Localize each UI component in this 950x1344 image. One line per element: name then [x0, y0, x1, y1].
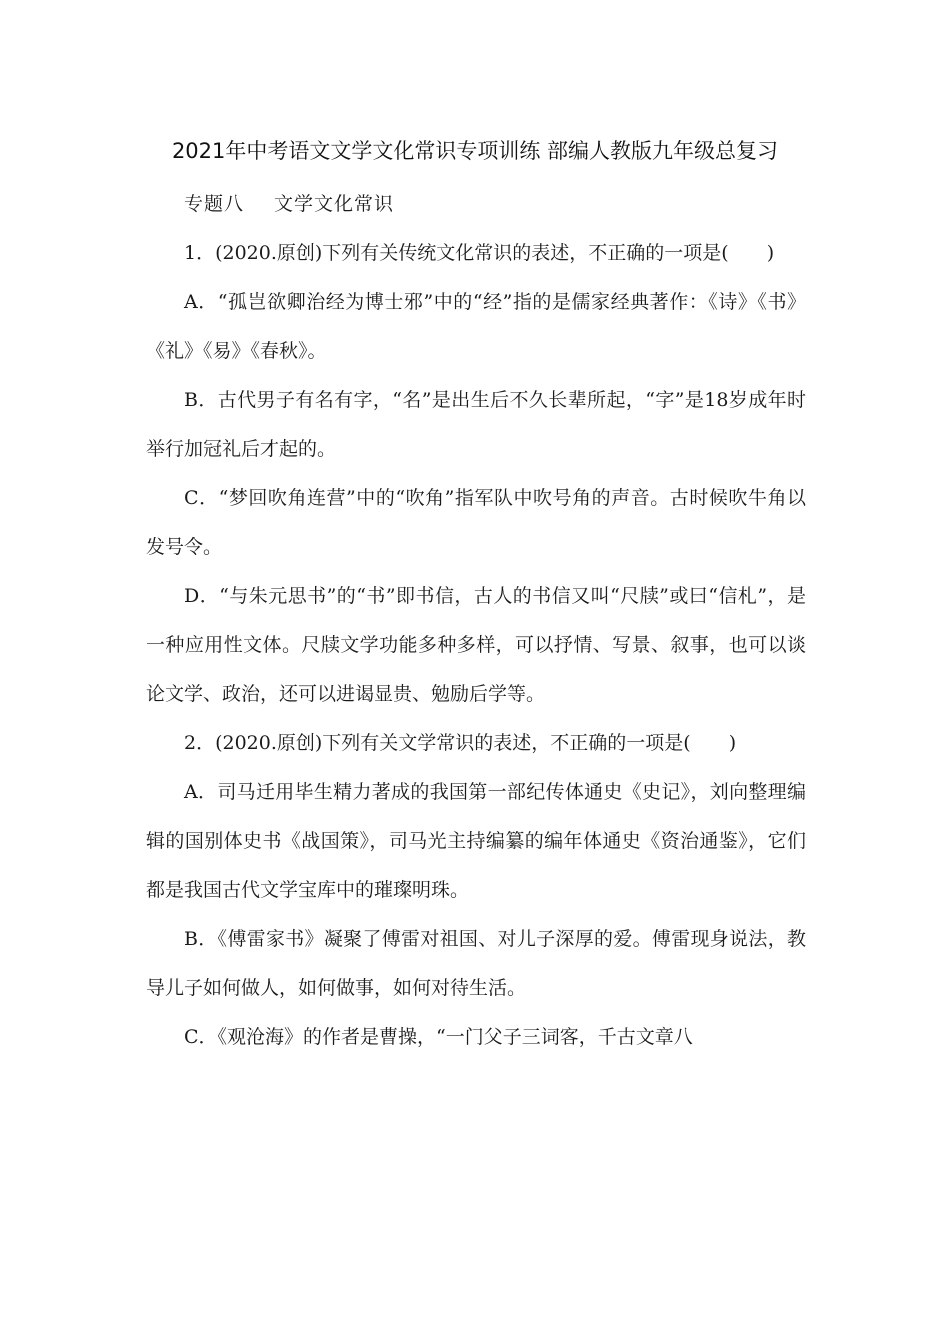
document-title: 2021年中考语文文学文化常识专项训练 部编人教版九年级总复习: [171, 139, 779, 163]
section-name: 文学文化常识: [274, 193, 395, 215]
question-1-option-c: C．“梦回吹角连营”中的“吹角”指军队中吹号角的声音。古时候吹牛角以发号令。: [146, 487, 806, 558]
section-label: 专题八: [184, 193, 245, 215]
section-heading: [146, 180, 806, 229]
question-1-option-d: D．“与朱元思书”的“书”即书信，古人的书信又叫“尺牍”或曰“信札”，是一种应用性文体。尺牍文学功能多种多样，可以抒情、写景、叙事，也可以谈论文学、政治，还可以进谒显贵、勉励后学等。: [146, 585, 806, 705]
question-1-option-b: B．古代男子有名有字，“名”是出生后不久长辈所起，“字”是18岁成年时举行加冠礼后才起的。: [146, 389, 806, 460]
question-1-stem: 1．(2020.原创)下列有关传统文化常识的表述，不正确的一项是( ): [184, 242, 775, 264]
question-2-stem: 2．(2020.原创)下列有关文学常识的表述，不正确的一项是( ): [184, 732, 737, 754]
question-2-option-b: B．《傅雷家书》凝聚了傅雷对祖国、对儿子深厚的爱。傅雷现身说法，教导儿子如何做人，如何做事，如何对待生活。: [146, 928, 806, 999]
question-1-option-a: A．“孤岂欲卿治经为博士邪”中的“经”指的是儒家经典著作：《诗》《书》《礼》《易》《春秋》。: [146, 291, 806, 362]
question-2-option-c: C．《观沧海》的作者是曹操，“一门父子三词客，千古文章八: [184, 1026, 693, 1048]
document-body: [146, 180, 806, 1062]
question-2-option-a: A．司马迁用毕生精力著成的我国第一部纪传体通史《史记》，刘向整理编辑的国别体史书《战国策》，司马光主持编纂的编年体通史《资治通鉴》，它们都是我国古代文学宝库中的璀璨明珠。: [146, 781, 806, 901]
